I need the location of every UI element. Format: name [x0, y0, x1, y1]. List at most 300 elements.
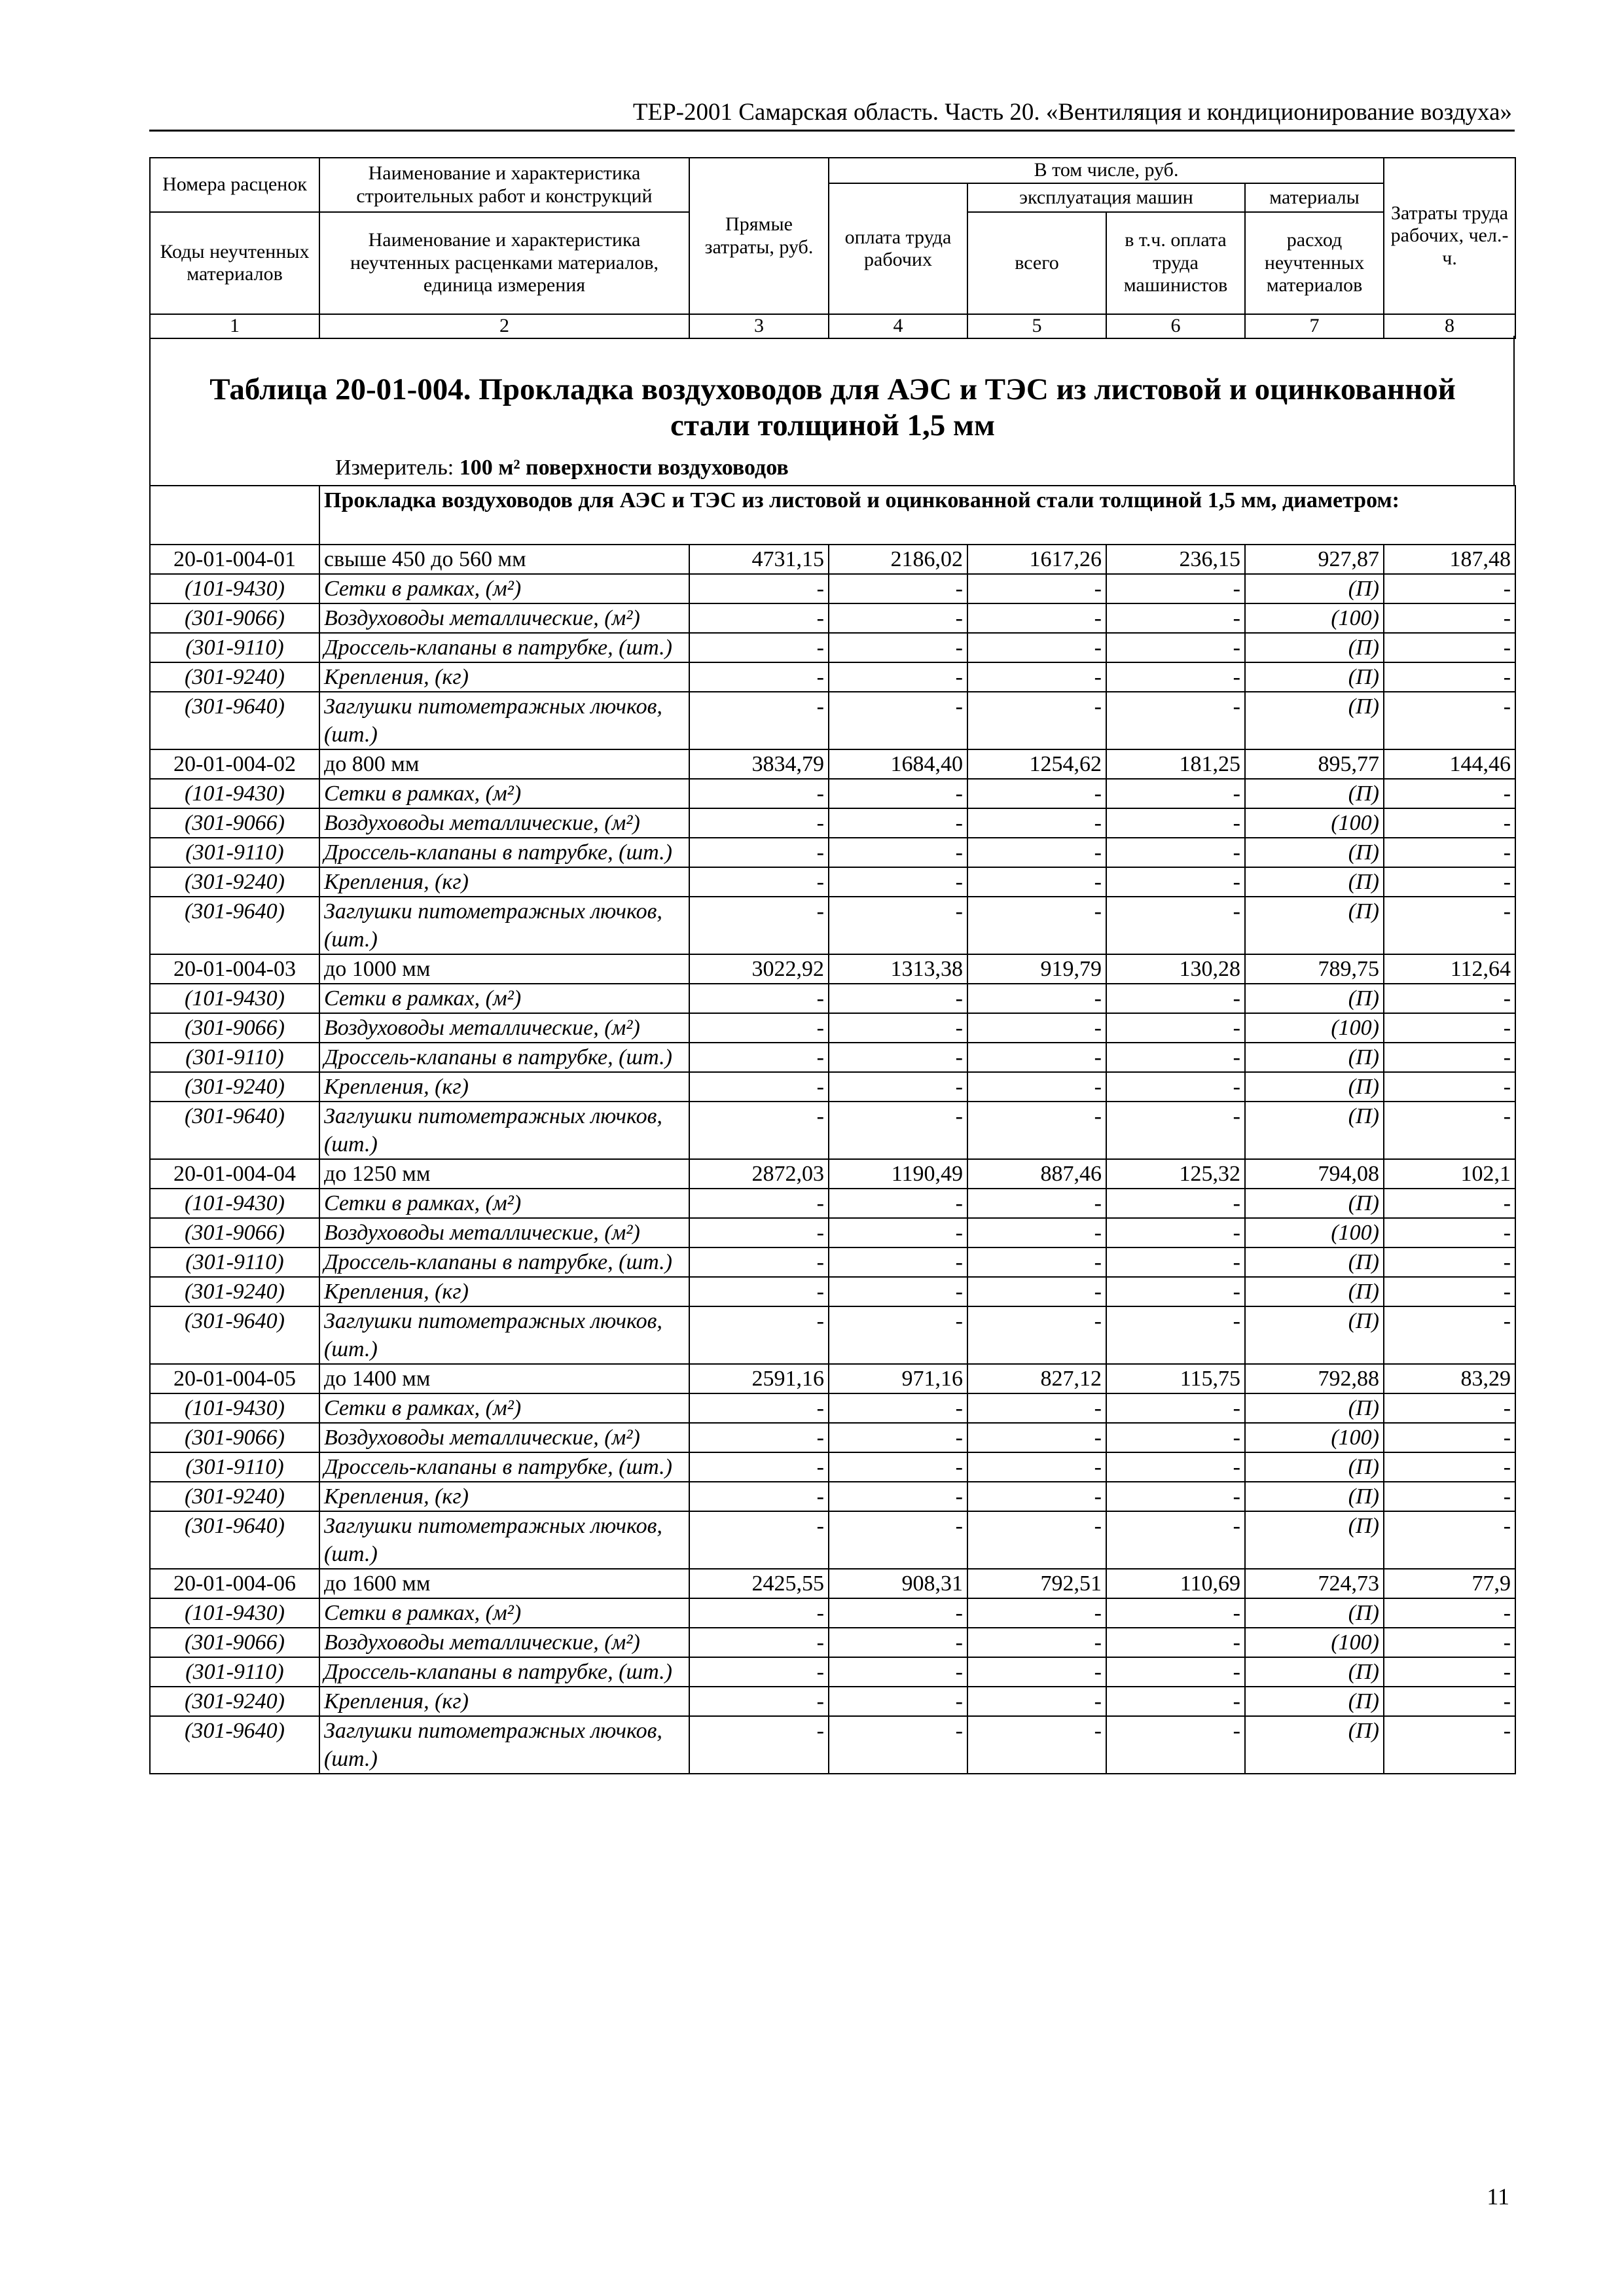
labor-pay: 1190,49 [829, 1159, 967, 1189]
material-row [150, 1482, 1515, 1511]
empty-value: - [1106, 1393, 1245, 1423]
material-code: (301-9110) [150, 838, 319, 867]
empty-value: - [829, 1306, 967, 1364]
empty-value: - [829, 692, 967, 749]
material-quantity: (П) [1245, 1189, 1384, 1218]
empty-value: - [829, 1657, 967, 1687]
rate-description: до 800 мм [319, 749, 689, 779]
material-name: Крепления, (кг) [319, 1687, 689, 1716]
measure-value: 100 м² поверхности воздуховодов [459, 456, 789, 480]
empty-value: - [1106, 1189, 1245, 1218]
empty-value: - [689, 984, 829, 1013]
material-name: Крепления, (кг) [319, 1072, 689, 1102]
material-name: Сетки в рамках, (м²) [319, 779, 689, 808]
rate-description: до 1250 мм [319, 1159, 689, 1189]
material-quantity: (П) [1245, 633, 1384, 662]
empty-value: - [1384, 808, 1515, 838]
empty-value: - [1106, 808, 1245, 838]
material-code: (301-9640) [150, 1306, 319, 1364]
empty-value: - [689, 1598, 829, 1628]
column-number-5: 5 [967, 314, 1106, 338]
material-quantity: (П) [1245, 1452, 1384, 1482]
machinist-pay: 110,69 [1106, 1569, 1245, 1598]
rate-code: 20-01-004-03 [150, 954, 319, 984]
material-name: Дроссель-клапаны в патрубке, (шт.) [319, 1657, 689, 1687]
section-title-row [150, 486, 1515, 545]
empty-value: - [967, 633, 1106, 662]
empty-value: - [967, 1218, 1106, 1247]
material-name: Крепления, (кг) [319, 662, 689, 692]
material-quantity: (П) [1245, 897, 1384, 954]
material-name: Дроссель-клапаны в патрубке, (шт.) [319, 633, 689, 662]
material-name: Дроссель-клапаны в патрубке, (шт.) [319, 1452, 689, 1482]
measure-line [335, 456, 789, 480]
material-name: Дроссель-клапаны в патрубке, (шт.) [319, 1247, 689, 1277]
material-code: (301-9240) [150, 1482, 319, 1511]
empty-value: - [1106, 1013, 1245, 1043]
empty-value: - [829, 1598, 967, 1628]
empty-value: - [1384, 1687, 1515, 1716]
empty-value: - [829, 603, 967, 633]
empty-value: - [689, 1657, 829, 1687]
empty-value: - [1384, 1072, 1515, 1102]
material-quantity: (П) [1245, 574, 1384, 603]
material-row [150, 838, 1515, 867]
material-code: (101-9430) [150, 1189, 319, 1218]
header-col5: всего [967, 212, 1106, 314]
material-quantity: (100) [1245, 1628, 1384, 1657]
empty-value: - [1384, 897, 1515, 954]
empty-value: - [967, 1687, 1106, 1716]
material-quantity: (П) [1245, 1277, 1384, 1306]
rate-code: 20-01-004-05 [150, 1364, 319, 1393]
header-rule [149, 130, 1515, 132]
empty-value: - [967, 1628, 1106, 1657]
empty-value: - [1106, 662, 1245, 692]
material-row [150, 1043, 1515, 1072]
empty-value: - [1106, 1452, 1245, 1482]
material-code: (301-9240) [150, 867, 319, 897]
empty-value: - [967, 1657, 1106, 1687]
empty-value: - [689, 633, 829, 662]
material-row [150, 1102, 1515, 1159]
empty-value: - [829, 1482, 967, 1511]
empty-value: - [1384, 1043, 1515, 1072]
empty-value: - [967, 1716, 1106, 1774]
empty-value: - [829, 838, 967, 867]
empty-value: - [829, 1013, 967, 1043]
labor-pay: 2186,02 [829, 545, 967, 574]
material-quantity: (П) [1245, 1716, 1384, 1774]
empty-value: - [967, 603, 1106, 633]
material-code: (301-9640) [150, 897, 319, 954]
material-code: (101-9430) [150, 984, 319, 1013]
labor-pay: 1313,38 [829, 954, 967, 984]
rate-code: 20-01-004-02 [150, 749, 319, 779]
machinist-pay: 125,32 [1106, 1159, 1245, 1189]
empty-value: - [1106, 1687, 1245, 1716]
empty-value: - [689, 1393, 829, 1423]
material-row [150, 1628, 1515, 1657]
empty-value: - [1384, 1598, 1515, 1628]
empty-value: - [1106, 1482, 1245, 1511]
header-col4: оплата труда рабочих [829, 183, 967, 314]
empty-value: - [1384, 1511, 1515, 1569]
empty-value: - [967, 1482, 1106, 1511]
material-row [150, 1423, 1515, 1452]
rates-table [149, 485, 1516, 1774]
material-quantity: (100) [1245, 808, 1384, 838]
direct-costs: 4731,15 [689, 545, 829, 574]
empty-value: - [967, 574, 1106, 603]
empty-value: - [829, 1043, 967, 1072]
empty-value: - [967, 867, 1106, 897]
empty-value: - [829, 867, 967, 897]
empty-value: - [1384, 633, 1515, 662]
machines-total: 1617,26 [967, 545, 1106, 574]
labor-pay: 1684,40 [829, 749, 967, 779]
empty-value: - [1384, 1277, 1515, 1306]
labor-hours: 187,48 [1384, 545, 1515, 574]
empty-value: - [1106, 1716, 1245, 1774]
empty-value: - [1106, 1657, 1245, 1687]
material-row [150, 1189, 1515, 1218]
empty-value: - [829, 662, 967, 692]
empty-value: - [689, 1306, 829, 1364]
material-code: (301-9640) [150, 1102, 319, 1159]
material-row [150, 1511, 1515, 1569]
material-row [150, 1657, 1515, 1687]
empty-value: - [1384, 574, 1515, 603]
header-group-materials: материалы [1245, 183, 1384, 212]
header-col6: в т.ч. оплата труда машинистов [1106, 212, 1245, 314]
empty-value: - [967, 692, 1106, 749]
material-row [150, 1393, 1515, 1423]
material-name: Воздуховоды металлические, (м²) [319, 1628, 689, 1657]
material-quantity: (100) [1245, 1423, 1384, 1452]
table-row [150, 749, 1515, 779]
header-col7: расход неучтенных материалов [1245, 212, 1384, 314]
empty-value: - [829, 1247, 967, 1277]
empty-value: - [689, 1013, 829, 1043]
empty-value: - [1106, 692, 1245, 749]
column-number-4: 4 [829, 314, 967, 338]
empty-value: - [1106, 1306, 1245, 1364]
rate-description: свыше 450 до 560 мм [319, 545, 689, 574]
material-quantity: (П) [1245, 1598, 1384, 1628]
empty-value: - [967, 1102, 1106, 1159]
rate-description: до 1000 мм [319, 954, 689, 984]
empty-value: - [829, 984, 967, 1013]
empty-value: - [1106, 1247, 1245, 1277]
empty-value: - [1384, 1452, 1515, 1482]
empty-value: - [829, 897, 967, 954]
material-quantity: (П) [1245, 1393, 1384, 1423]
empty-value: - [829, 1687, 967, 1716]
empty-value: - [689, 1277, 829, 1306]
direct-costs: 2591,16 [689, 1364, 829, 1393]
column-number-6: 6 [1106, 314, 1245, 338]
empty-value: - [967, 1072, 1106, 1102]
material-code: (301-9110) [150, 1043, 319, 1072]
material-quantity: (П) [1245, 1482, 1384, 1511]
empty-value: - [689, 1102, 829, 1159]
empty-value: - [689, 867, 829, 897]
material-quantity: (П) [1245, 984, 1384, 1013]
empty-value: - [689, 897, 829, 954]
material-code: (301-9640) [150, 1716, 319, 1774]
empty-value: - [1384, 1189, 1515, 1218]
material-code: (301-9110) [150, 633, 319, 662]
material-code: (301-9110) [150, 1452, 319, 1482]
empty-value: - [1106, 1043, 1245, 1072]
empty-value: - [1106, 633, 1245, 662]
material-row [150, 662, 1515, 692]
materials-cost: 927,87 [1245, 545, 1384, 574]
material-row [150, 574, 1515, 603]
running-header: ТЕР-2001 Самарская область. Часть 20. «Вентиляция и кондиционирование воздуха» [632, 99, 1512, 126]
materials-cost: 792,88 [1245, 1364, 1384, 1393]
material-code: (301-9066) [150, 1628, 319, 1657]
column-number-8: 8 [1384, 314, 1515, 338]
header-group-including: В том числе, руб. [829, 158, 1384, 183]
column-number-2: 2 [319, 314, 689, 338]
machines-total: 827,12 [967, 1364, 1106, 1393]
empty-value: - [1106, 838, 1245, 867]
material-code: (301-9066) [150, 1423, 319, 1452]
rate-code: 20-01-004-04 [150, 1159, 319, 1189]
empty-value: - [689, 603, 829, 633]
labor-hours: 102,1 [1384, 1159, 1515, 1189]
material-name: Воздуховоды металлические, (м²) [319, 1013, 689, 1043]
empty-value: - [1106, 1277, 1245, 1306]
column-number-3: 3 [689, 314, 829, 338]
empty-value: - [1384, 867, 1515, 897]
material-quantity: (П) [1245, 1043, 1384, 1072]
empty-value: - [967, 1423, 1106, 1452]
empty-value: - [967, 1189, 1106, 1218]
empty-value: - [1106, 779, 1245, 808]
labor-hours: 77,9 [1384, 1569, 1515, 1598]
empty-value: - [1384, 1013, 1515, 1043]
empty-value: - [829, 574, 967, 603]
empty-value: - [1384, 1393, 1515, 1423]
empty-value: - [689, 1628, 829, 1657]
machines-total: 1254,62 [967, 749, 1106, 779]
labor-hours: 144,46 [1384, 749, 1515, 779]
machinist-pay: 115,75 [1106, 1364, 1245, 1393]
empty-value: - [1106, 1072, 1245, 1102]
empty-value: - [967, 984, 1106, 1013]
empty-value: - [689, 1247, 829, 1277]
empty-value: - [689, 1687, 829, 1716]
material-quantity: (П) [1245, 1511, 1384, 1569]
rate-code: 20-01-004-01 [150, 545, 319, 574]
material-code: (301-9640) [150, 692, 319, 749]
materials-cost: 895,77 [1245, 749, 1384, 779]
material-code: (301-9066) [150, 603, 319, 633]
empty-value: - [829, 1423, 967, 1452]
empty-value: - [1384, 662, 1515, 692]
empty-value: - [829, 1072, 967, 1102]
empty-value: - [1106, 867, 1245, 897]
table-title: Таблица 20-01-004. Прокладка воздуховодов для АЭС и ТЭС из листовой и оцинкованной стали толщиной 1,5 мм [209, 372, 1456, 443]
material-row [150, 1247, 1515, 1277]
table-row [150, 1159, 1515, 1189]
empty-value: - [689, 1423, 829, 1452]
empty-value: - [829, 1393, 967, 1423]
empty-value: - [967, 838, 1106, 867]
empty-value: - [1106, 984, 1245, 1013]
empty-value: - [967, 1306, 1106, 1364]
empty-value: - [829, 779, 967, 808]
empty-value: - [829, 1189, 967, 1218]
material-quantity: (П) [1245, 662, 1384, 692]
empty-value: - [1384, 1423, 1515, 1452]
material-name: Сетки в рамках, (м²) [319, 1598, 689, 1628]
material-row [150, 1277, 1515, 1306]
direct-costs: 2872,03 [689, 1159, 829, 1189]
material-code: (301-9240) [150, 662, 319, 692]
material-quantity: (П) [1245, 1102, 1384, 1159]
material-name: Воздуховоды металлические, (м²) [319, 1218, 689, 1247]
empty-value: - [967, 1598, 1106, 1628]
material-code: (101-9430) [150, 779, 319, 808]
material-quantity: (100) [1245, 603, 1384, 633]
empty-value: - [967, 1013, 1106, 1043]
machinist-pay: 236,15 [1106, 545, 1245, 574]
labor-pay: 971,16 [829, 1364, 967, 1393]
empty-value: - [967, 1277, 1106, 1306]
header-col1-bottom: Коды неучтенных материалов [150, 212, 319, 314]
material-row [150, 1013, 1515, 1043]
labor-pay: 908,31 [829, 1569, 967, 1598]
material-quantity: (П) [1245, 838, 1384, 867]
empty-value: - [829, 1102, 967, 1159]
header-col2-top: Наименование и характеристика строительных работ и конструкций [319, 158, 689, 212]
material-quantity: (П) [1245, 692, 1384, 749]
empty-value: - [1106, 1423, 1245, 1452]
material-code: (301-9240) [150, 1277, 319, 1306]
empty-value: - [689, 1452, 829, 1482]
empty-value: - [689, 1072, 829, 1102]
material-name: Крепления, (кг) [319, 867, 689, 897]
empty-value: - [689, 1218, 829, 1247]
material-row [150, 1452, 1515, 1482]
material-quantity: (П) [1245, 867, 1384, 897]
material-name: Воздуховоды металлические, (м²) [319, 1423, 689, 1452]
table-row [150, 954, 1515, 984]
header-col3: Прямые затраты, руб. [689, 158, 829, 314]
empty-value: - [689, 838, 829, 867]
table-title-block [149, 336, 1515, 485]
material-name: Крепления, (кг) [319, 1482, 689, 1511]
material-row [150, 603, 1515, 633]
empty-value: - [967, 1043, 1106, 1072]
empty-value: - [829, 1277, 967, 1306]
material-name: Заглушки питометражных лючков, (шт.) [319, 1511, 689, 1569]
empty-value: - [1384, 1306, 1515, 1364]
table-row [150, 1364, 1515, 1393]
material-quantity: (100) [1245, 1218, 1384, 1247]
material-code: (301-9110) [150, 1657, 319, 1687]
empty-value: - [1384, 1102, 1515, 1159]
material-row [150, 1072, 1515, 1102]
machinist-pay: 130,28 [1106, 954, 1245, 984]
material-code: (301-9066) [150, 1013, 319, 1043]
material-code: (301-9240) [150, 1687, 319, 1716]
empty-value: - [1384, 779, 1515, 808]
labor-hours: 83,29 [1384, 1364, 1515, 1393]
empty-value: - [689, 574, 829, 603]
material-row [150, 779, 1515, 808]
empty-value: - [1384, 984, 1515, 1013]
empty-value: - [689, 779, 829, 808]
machines-total: 919,79 [967, 954, 1106, 984]
empty-value: - [1106, 1218, 1245, 1247]
empty-value: - [1384, 692, 1515, 749]
material-code: (301-9240) [150, 1072, 319, 1102]
table-header [149, 157, 1516, 339]
material-quantity: (П) [1245, 779, 1384, 808]
material-row [150, 984, 1515, 1013]
materials-cost: 794,08 [1245, 1159, 1384, 1189]
material-row [150, 808, 1515, 838]
material-name: Крепления, (кг) [319, 1277, 689, 1306]
header-col2-bottom: Наименование и характеристика неучтенных расценками материалов, единица измерения [319, 212, 689, 314]
empty-value: - [1106, 1511, 1245, 1569]
header-group-machines: эксплуатация машин [967, 183, 1245, 212]
material-row [150, 1218, 1515, 1247]
material-name: Заглушки питометражных лючков, (шт.) [319, 897, 689, 954]
empty-value: - [1384, 1218, 1515, 1247]
empty-value: - [829, 1452, 967, 1482]
material-code: (301-9640) [150, 1511, 319, 1569]
direct-costs: 3022,92 [689, 954, 829, 984]
measure-label: Измеритель: [335, 456, 454, 480]
material-name: Сетки в рамках, (м²) [319, 984, 689, 1013]
empty-value: - [1106, 603, 1245, 633]
empty-value: - [829, 633, 967, 662]
material-code: (101-9430) [150, 1393, 319, 1423]
material-code: (301-9110) [150, 1247, 319, 1277]
material-code: (301-9066) [150, 1218, 319, 1247]
table-row [150, 545, 1515, 574]
material-quantity: (П) [1245, 1072, 1384, 1102]
empty-value: - [829, 808, 967, 838]
column-number-7: 7 [1245, 314, 1384, 338]
machines-total: 792,51 [967, 1569, 1106, 1598]
material-name: Заглушки питометражных лючков, (шт.) [319, 1306, 689, 1364]
material-name: Сетки в рамках, (м²) [319, 574, 689, 603]
material-row [150, 1306, 1515, 1364]
header-col8: Затраты труда рабочих, чел.-ч. [1384, 158, 1515, 314]
table-row [150, 1569, 1515, 1598]
materials-cost: 789,75 [1245, 954, 1384, 984]
empty-value: - [1384, 1628, 1515, 1657]
empty-value: - [689, 692, 829, 749]
material-quantity: (100) [1245, 1013, 1384, 1043]
material-quantity: (П) [1245, 1687, 1384, 1716]
empty-value: - [1384, 1247, 1515, 1277]
empty-value: - [829, 1511, 967, 1569]
material-row [150, 692, 1515, 749]
material-name: Заглушки питометражных лючков, (шт.) [319, 692, 689, 749]
empty-value: - [689, 1511, 829, 1569]
empty-value: - [967, 1452, 1106, 1482]
empty-value: - [1384, 1482, 1515, 1511]
empty-value: - [1106, 1598, 1245, 1628]
